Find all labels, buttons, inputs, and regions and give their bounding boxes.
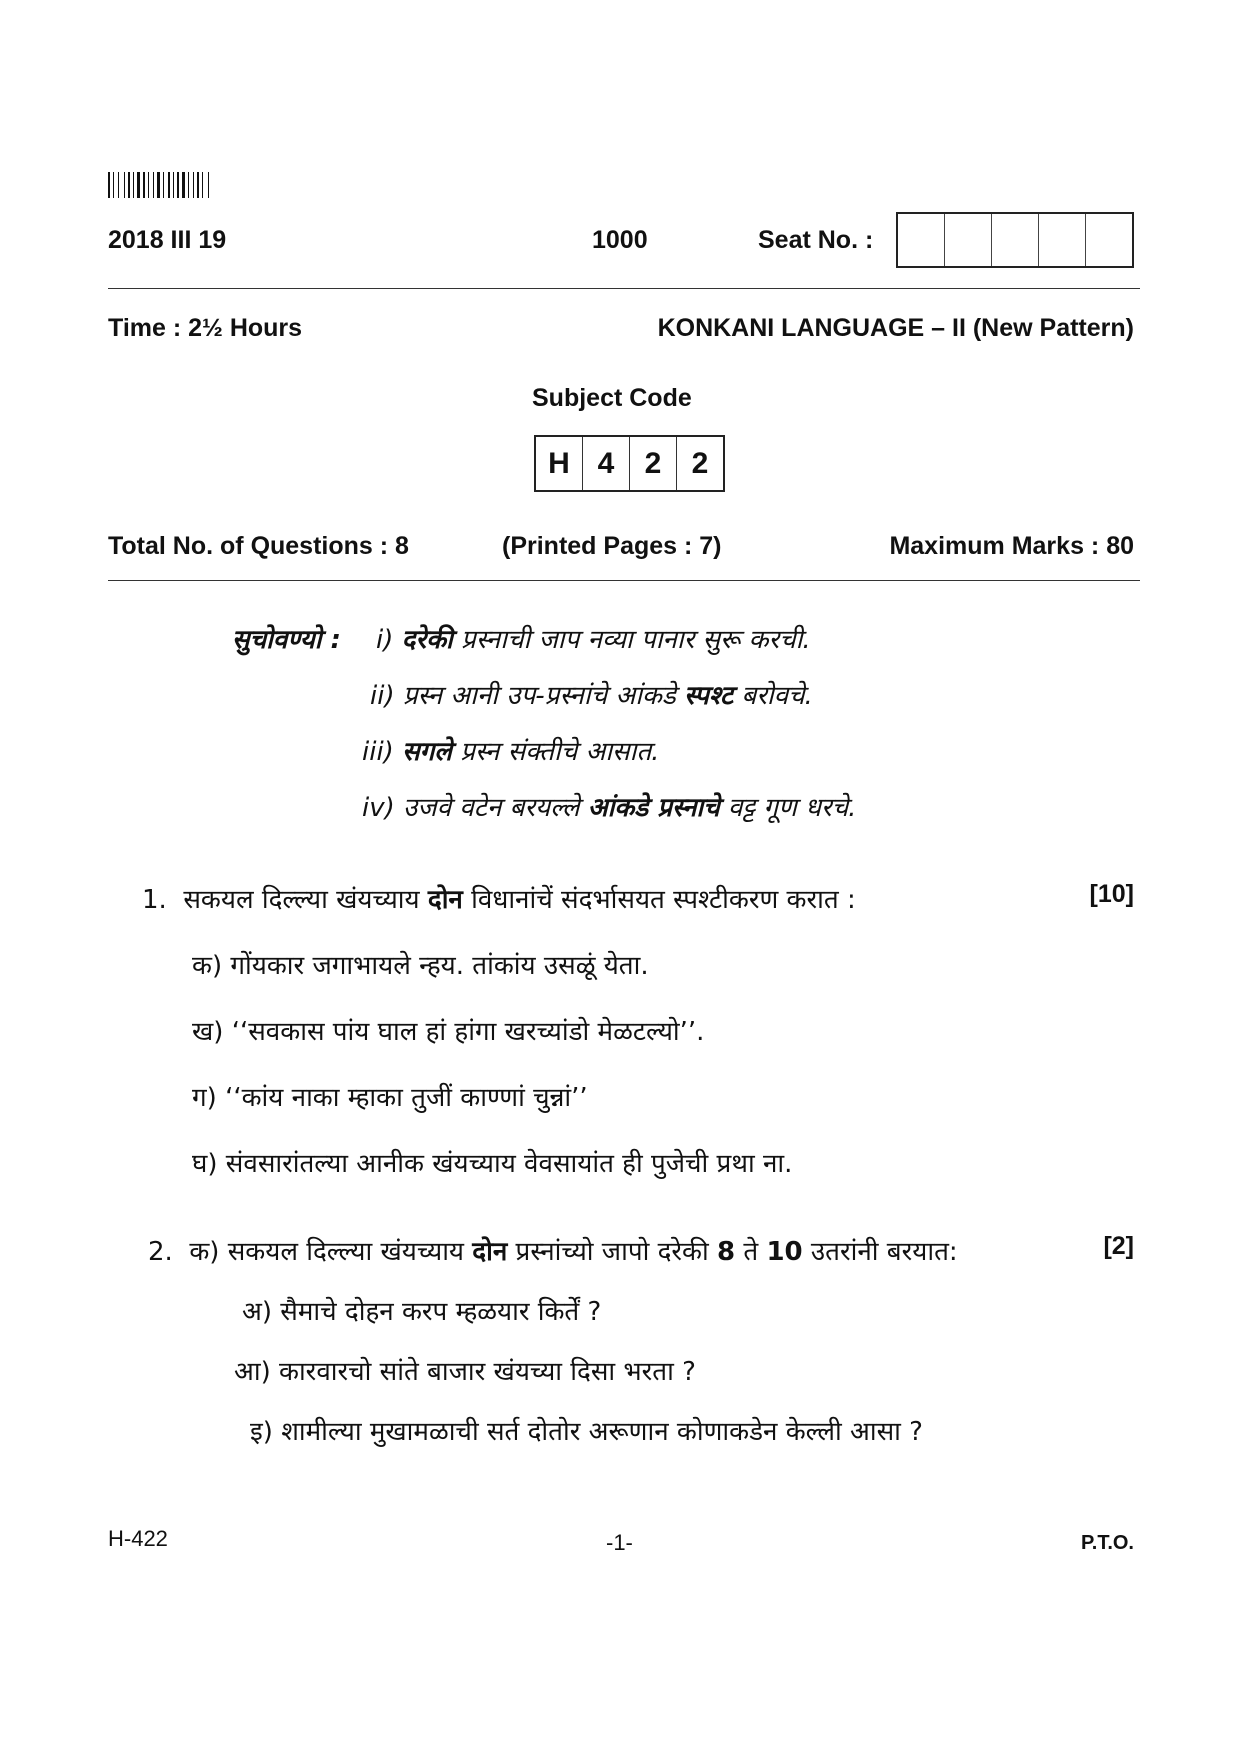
instruction-number: i) — [376, 625, 394, 655]
seat-label: Seat No. : — [758, 226, 874, 254]
question-text: सकयल दिल्ल्या खंयच्याय — [227, 1237, 473, 1267]
question-number: 2. — [148, 1237, 173, 1267]
sub-question — [192, 1078, 588, 1114]
sub-question-text: कारवारचो सांते बाजार खंयच्या दिसा भरता ? — [278, 1357, 696, 1387]
printed-pages: (Printed Pages : 7) — [502, 532, 722, 560]
sub-question — [250, 1412, 923, 1448]
subject-code-boxes — [534, 435, 725, 492]
instruction-number: iv) — [362, 793, 395, 823]
max-marks: Maximum Marks : 80 — [889, 532, 1134, 560]
sub-question-label: इ) — [250, 1417, 273, 1447]
question-text: उतरांनी बरयात: — [802, 1237, 958, 1267]
sub-question-label: अ) — [242, 1297, 273, 1327]
question-2 — [148, 1232, 958, 1268]
divider — [108, 580, 1140, 581]
sub-question-text: गोंयकार जगाभायले न्हय. तांकांय उसळूं येता. — [230, 951, 649, 981]
barcode — [108, 172, 250, 198]
sub-question-text: सैमाचे दोहन करप म्हळयार किर्तें ? — [280, 1297, 602, 1327]
question-emphasis: दोन — [472, 1237, 508, 1267]
page-number: -1- — [606, 1530, 633, 1555]
instruction-item — [362, 788, 856, 824]
sub-question-text: शामील्या मुखामळाची सर्त दोतोर अरूणान कोणाकडेन केल्ली आसा ? — [281, 1417, 923, 1447]
instruction-text: प्रस्न संक्तीचे आसात. — [451, 737, 660, 767]
instruction-item — [362, 732, 659, 768]
subject-code-char: 2 — [691, 447, 709, 480]
instruction-number: ii) — [370, 681, 395, 711]
footer-code: H-422 — [108, 1526, 168, 1551]
question-1 — [142, 880, 856, 916]
instruction-emphasis: स्पश्ट — [684, 681, 734, 711]
question-emphasis: 8 — [717, 1237, 736, 1267]
seat-box[interactable] — [898, 214, 945, 266]
exam-code: 2018 III 19 — [108, 226, 227, 254]
sub-question-label: आ) — [234, 1357, 271, 1387]
question-number: 1. — [142, 885, 167, 915]
sub-question — [242, 1292, 601, 1328]
sub-question-label: घ) — [192, 1149, 218, 1179]
question-text: विधानांचें संदर्भासयत स्पश्टीकरण करात : — [462, 885, 856, 915]
subject-code-label: Subject Code — [532, 384, 692, 412]
instruction-emphasis: आंकडे प्रस्नाचे — [587, 793, 720, 823]
question-text: सकयल दिल्ल्या खंयच्याय — [183, 885, 428, 915]
divider — [108, 288, 1140, 289]
sub-question — [192, 946, 649, 982]
seat-box[interactable] — [945, 214, 992, 266]
subject-code-char: H — [536, 437, 583, 490]
paper-number: 1000 — [592, 226, 648, 254]
instruction-emphasis: सगले — [402, 737, 452, 767]
subject-title: KONKANI LANGUAGE – II (New Pattern) — [657, 314, 1134, 342]
sub-question-label: क) — [192, 951, 223, 981]
sub-question-text: संवसारांतल्या आनीक खंयच्याय वेवसायांत ही पुजेची प्रथा ना. — [225, 1149, 793, 1179]
instruction-text: प्रस्नाची जाप नव्या पानार सुरू करची. — [452, 625, 811, 655]
question-text: ते — [735, 1237, 767, 1267]
total-questions: Total No. of Questions : 8 — [108, 532, 409, 560]
instruction-number: iii) — [362, 737, 394, 767]
question-emphasis: 10 — [766, 1237, 803, 1267]
seat-box[interactable] — [1086, 214, 1132, 266]
subject-code-char: 4 — [583, 437, 630, 490]
instruction-text: बरोवचे. — [733, 681, 813, 711]
seat-box[interactable] — [992, 214, 1039, 266]
instruction-text: वट्ट गूण धरचे. — [719, 793, 857, 823]
question-1-marks: [10] — [1089, 880, 1134, 908]
pto-label: P.T.O. — [1081, 1532, 1134, 1554]
seat-number-boxes[interactable] — [896, 212, 1134, 268]
sub-question-label: ग) — [192, 1083, 217, 1113]
instructions-title: सुचोवण्यो : — [232, 625, 341, 655]
question-text: प्रस्नांच्यो जापो दरेकी — [507, 1237, 717, 1267]
instruction-item — [376, 620, 811, 656]
sub-question — [192, 1144, 792, 1180]
sub-question-label: ख) — [192, 1017, 224, 1047]
time-label: Time : 2½ Hours — [108, 314, 303, 342]
instruction-item — [370, 676, 813, 712]
sub-question — [234, 1352, 696, 1388]
question-2-marks: [2] — [1103, 1232, 1134, 1260]
seat-box[interactable] — [1039, 214, 1086, 266]
sub-question-text: ‘‘कांय नाका म्हाका तुजीं काण्णां चुन्नां’’ — [225, 1083, 588, 1113]
sub-question-text: ‘‘सवकास पांय घाल हां हांगा खरच्यांडो मेळटल्यो’’. — [231, 1017, 705, 1047]
subject-code-char: 2 — [630, 437, 677, 490]
sub-question — [192, 1012, 704, 1048]
instruction-emphasis: दरेकी — [401, 625, 453, 655]
question-part-label: क) — [189, 1237, 220, 1267]
question-emphasis: दोन — [427, 885, 463, 915]
instruction-text: प्रस्न आनी उप-प्रस्नांचे आंकडे — [402, 681, 685, 711]
instruction-text: उजवे वटेन बरयल्ले — [403, 793, 588, 823]
